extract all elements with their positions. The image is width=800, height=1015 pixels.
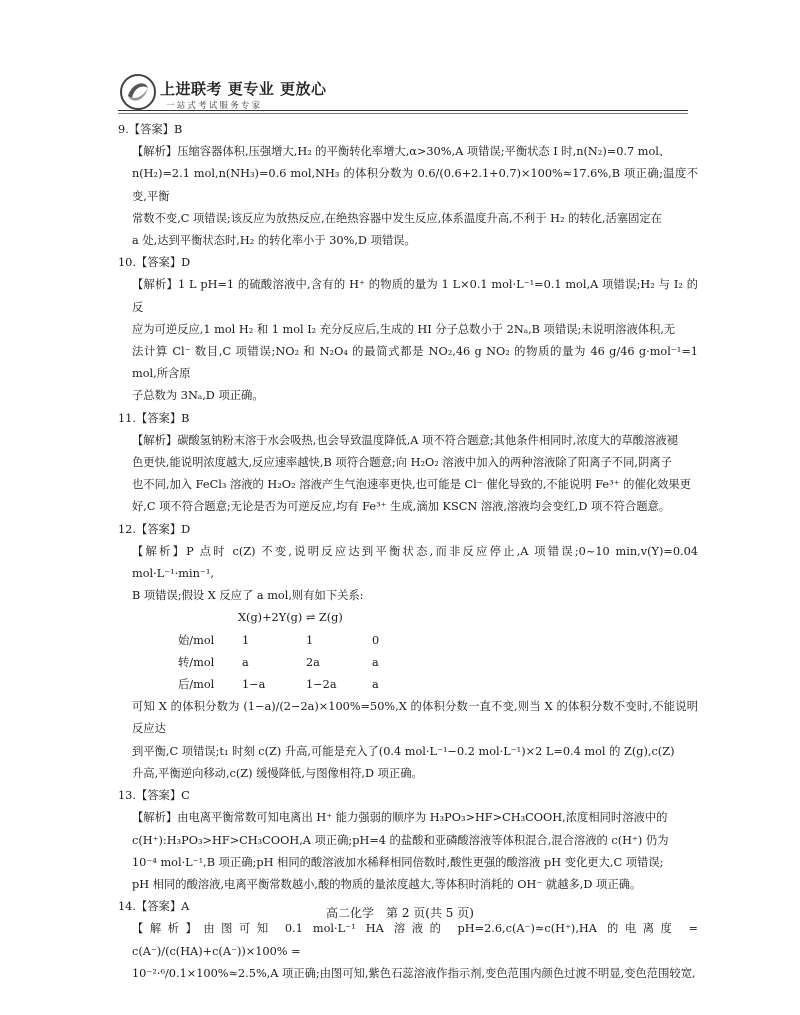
table-cell: a [372,655,379,669]
logo-subtitle: 一站式考试服务专家 [166,101,263,111]
header-divider [118,110,688,111]
answer-content [118,119,698,985]
q9-analysis-line: n(H₂)=2.1 mol,n(NH₃)=0.6 mol,NH₃ 的体积分数为 0.6/(0.6+2.1+0.7)×100%≈17.6%,B 项正确;温度不变,平衡 [132,167,698,203]
table-cell: 1 [242,633,250,647]
q11-analysis-line: 色更快,能说明浓度越大,反应速率越快,B 项符合题意;向 H₂O₂ 溶液中加入的两种溶液除了阳离子不同,阴离子 [132,456,672,470]
q10-answer: 10.【答案】D [118,256,191,270]
q13-analysis-line: c(H⁺):H₃PO₃>HF>CH₃COOH,A 项正确;pH=4 的盐酸和亚磷酸溶液等体积混合,混合溶液的 c(H⁺) 仍为 [132,833,669,847]
q11-analysis-line: 【解析】碳酸氢钠粉末溶于水会吸热,也会导致温度降低,A 项不符合题意;其他条件相同时,浓度大的草酸溶液褪 [132,433,678,447]
q9-analysis-line: 常数不变,C 项错误;该反应为放热反应,在绝热容器中发生反应,体系温度升高,不利于 H₂ 的转化,活塞固定在 [132,211,663,225]
table-cell: 后/mol [178,678,215,692]
table-cell: a [372,678,379,692]
q12-analysis-line: 到平衡,C 项错误;t₁ 时刻 c(Z) 升高,可能是充入了(0.4 mol·L⁻¹−0.2 mol·L⁻¹)×2 L=0.4 mol 的 Z(g),c(Z) [132,744,675,758]
table-cell: 1−2a [306,678,337,692]
q10-analysis-line: 应为可逆反应,1 mol H₂ 和 1 mol I₂ 充分反应后,生成的 HI 分子总数小于 2Nₐ,B 项错误;未说明溶液体积,无 [132,322,676,336]
q12-equation: X(g)+2Y(g) ⇌ Z(g) [238,611,343,625]
q14-answer: 14.【答案】A [118,900,190,914]
q13-analysis-line: 10⁻⁴ mol·L⁻¹,B 项正确;pH 相同的酸溶液加水稀释相同倍数时,酸性更强的酸溶液 pH 变化更大,C 项错误; [132,855,664,869]
table-row [178,674,432,696]
header-logo [118,72,327,122]
q12-analysis-line: 【解析】P 点时 c(Z) 不变,说明反应达到平衡状态,而非反应停止,A 项错误;0~10 min,v(Y)=0.04 mol·L⁻¹·min⁻¹, [132,544,698,581]
table-cell: 0 [372,633,380,647]
q9-analysis-line: a 处,达到平衡状态时,H₂ 的转化率小于 30%,D 项错误。 [132,234,416,248]
table-cell: a [242,655,249,669]
q12-analysis-line: B 项错误;假设 X 反应了 a mol,则有如下关系: [132,589,364,603]
q13-answer: 13.【答案】C [118,789,190,803]
q11-analysis-line: 好,C 项不符合题意;无论是否为可逆反应,均有 Fe³⁺ 生成,滴加 KSCN 溶液,溶液均会变红,D 项不符合题意。 [132,500,671,514]
q12-analysis-line: 升高,平衡逆向移动,c(Z) 缓慢降低,与图像相符,D 项正确。 [132,766,423,780]
q10-analysis-line: 【解析】1 L pH=1 的硫酸溶液中,含有的 H⁺ 的物质的量为 1 L×0.1 mol·L⁻¹=0.1 mol,A 项错误;H₂ 与 I₂ 的反 [132,278,698,314]
q14-analysis-line: 10⁻²·⁶/0.1×100%≈2.5%,A 项正确;由图可知,紫色石蕊溶液作指示剂,变色范围内颜色过渡不明显,变色范围较宽, [132,966,696,980]
page-footer: 高二化学 第 2 页(共 5 页) [326,906,474,920]
q11-analysis-line: 也不同,加入 FeCl₃ 溶液的 H₂O₂ 溶液产生气泡速率更快,也可能是 Cl⁻ 催化导致的,不能说明 Fe³⁺ 的催化效果更 [132,478,691,492]
q10-analysis-line: 子总数为 3Nₐ,D 项正确。 [132,389,264,403]
q12-analysis-line: 可知 X 的体积分数为 (1−a)/(2−2a)×100%=50%,X 的体积分数一直不变,则当 X 的体积分数不变时,不能说明反应达 [132,700,698,736]
q9-analysis-line: 【解析】压缩容器体积,压强增大,H₂ 的平衡转化率增大,α>30%,A 项错误;平衡状态 I 时,n(N₂)=0.7 mol、 [132,145,671,159]
logo-title: 上进联考 更专业 更放心 [160,80,327,98]
q12-answer: 12.【答案】D [118,522,191,536]
q14-analysis-line: 【解析】由图可知 0.1 mol·L⁻¹ HA 溶液的 pH=2.6,c(A⁻)≈c(H⁺),HA 的电离度 = c(A⁻)/(c(HA)+c(A⁻))×100% = [132,922,698,958]
table-cell: 1 [306,633,314,647]
q10-analysis-line: 法计算 Cl⁻ 数目,C 项错误;NO₂ 和 N₂O₄ 的最简式都是 NO₂,46 g NO₂ 的物质的量为 46 g/46 g·mol⁻¹=1 mol,所含原 [132,345,698,381]
table-cell: 始/mol [178,633,215,647]
header-divider-thin [118,113,688,114]
q12-ice-table [178,630,432,697]
table-row [178,652,432,674]
table-cell: 2a [306,655,320,669]
q11-answer: 11.【答案】B [118,411,190,425]
q13-analysis-line: 【解析】由电离平衡常数可知电离出 H⁺ 能力强弱的顺序为 H₃PO₃>HF>CH₃COOH,浓度相同时溶液中的 [132,811,668,825]
q9-answer: 9.【答案】B [118,123,183,136]
table-row [178,630,432,652]
q13-analysis-line: pH 相同的酸溶液,电离平衡常数越小,酸的物质的量浓度越大,等体积时消耗的 OH⁻ 就越多,D 项正确。 [132,877,642,891]
table-cell: 1−a [242,678,266,692]
table-cell: 转/mol [178,655,215,669]
logo-swirl-icon [118,72,158,112]
